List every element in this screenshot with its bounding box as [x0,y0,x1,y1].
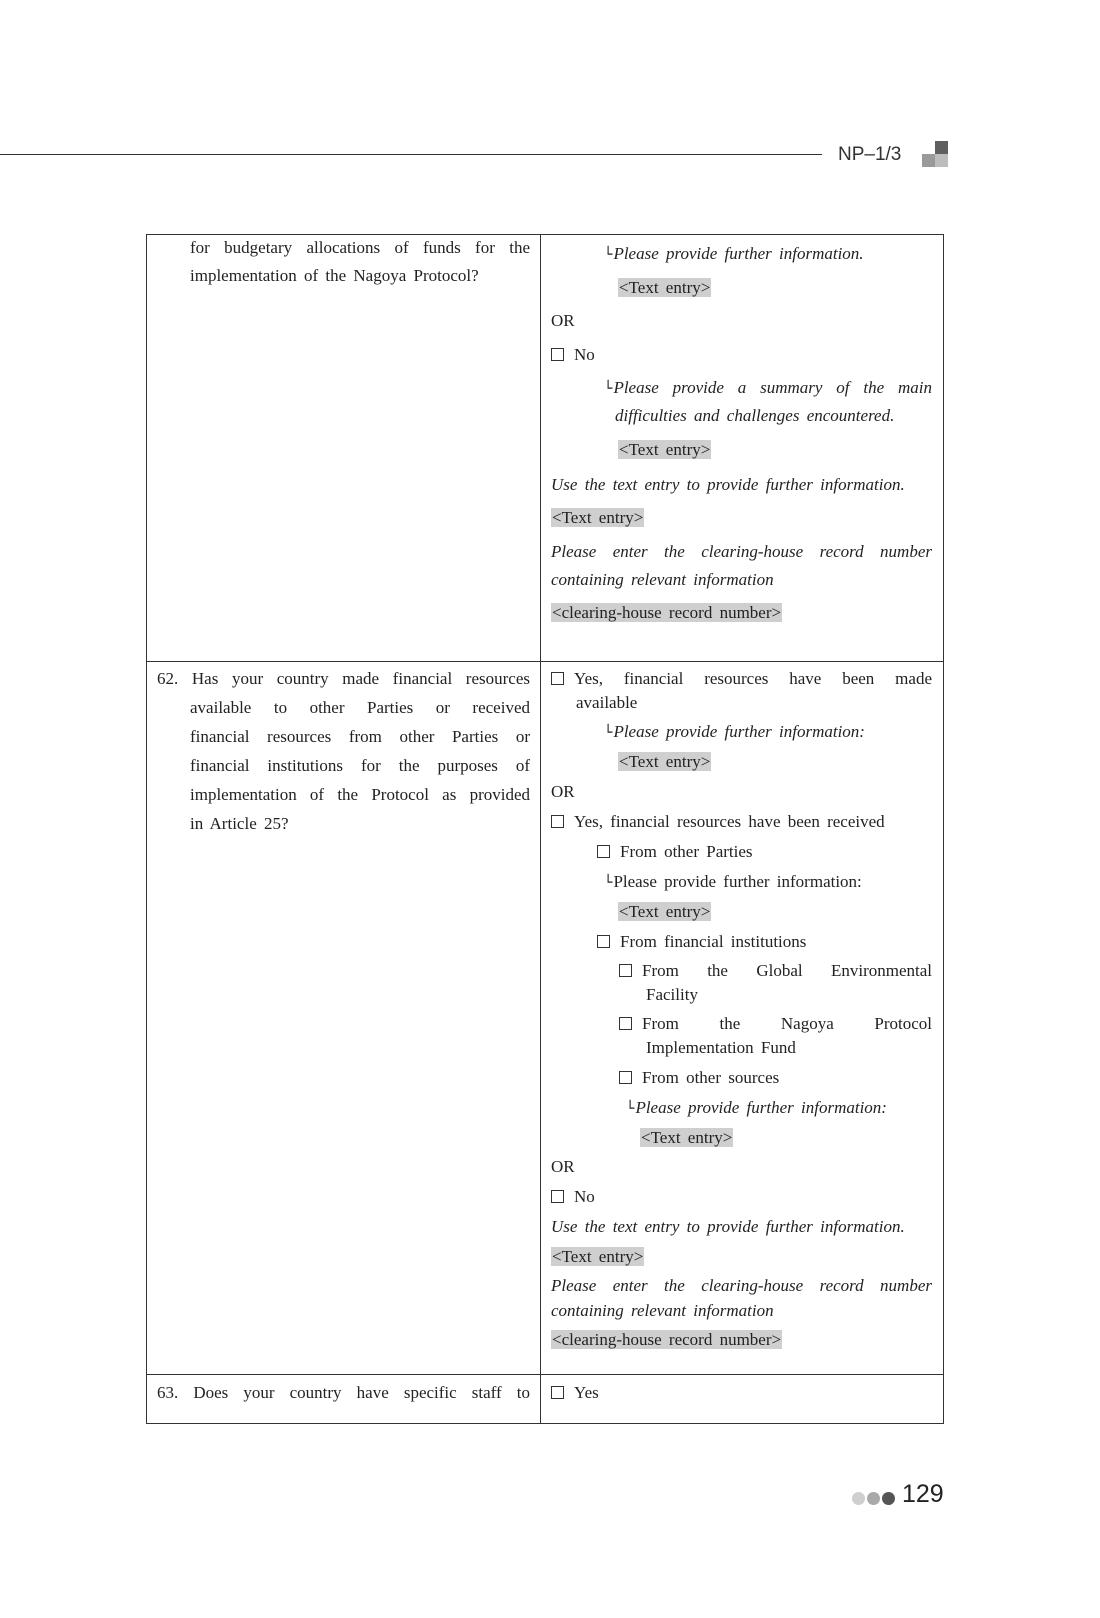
q62-question-line-4: financial institutions for the purposes of [190,756,530,775]
indent-arrow-icon: └ [604,875,613,891]
checkbox-icon[interactable] [551,1190,564,1203]
checkbox-icon[interactable] [551,348,564,361]
q63-question: 63. Does your country have specific staff to [157,1383,530,1402]
indent-arrow-icon: └ [604,247,613,263]
or-label: OR [551,1157,575,1176]
summary-prompt-line-2: difficulties and challenges encountered. [615,406,895,425]
yes-available-line-2: available [576,693,638,712]
further-info-prompt: └Please provide further information: [626,1098,887,1117]
text-entry-field[interactable]: <Text entry> [552,508,644,527]
summary-prompt-line-1: └Please provide a summary of the main [604,378,932,397]
prev-question-line-2: implementation of the Nagoya Protocol? [190,266,479,285]
prev-question-line-1: for budgetary allocations of funds for the [190,238,530,257]
chr-number-field[interactable]: <clearing-house record number> [552,1330,782,1349]
checkbox-icon[interactable] [597,845,610,858]
q62-question-line-1: 62. Has your country made financial resources [157,669,530,688]
checkbox-icon[interactable] [619,1071,632,1084]
further-info-prompt: └Please provide further information. [604,244,864,263]
no-option[interactable]: No [551,1185,595,1209]
checkbox-icon[interactable] [551,1386,564,1399]
text-entry-field[interactable]: <Text entry> [552,1247,644,1266]
column-divider [540,234,541,1424]
from-other-parties-option[interactable]: From other Parties [597,840,753,864]
text-entry-field[interactable]: <Text entry> [641,1128,733,1147]
use-text-entry-prompt: Use the text entry to provide further information. [551,1217,905,1236]
text-entry-field[interactable]: <Text entry> [619,440,711,459]
q63-yes-option[interactable]: Yes [551,1381,599,1405]
indent-arrow-icon: └ [604,381,613,397]
checkbox-icon[interactable] [551,815,564,828]
chr-prompt-line-1: Please enter the clearing-house record number [551,542,932,561]
document-code: NP–1/3 [838,144,902,165]
text-entry-field[interactable]: <Text entry> [619,752,711,771]
use-text-entry-prompt: Use the text entry to provide further information. [551,475,905,494]
q62-question-line-2: available to other Parties or received [190,698,530,717]
page-number: 129 [902,1480,944,1508]
yes-available-option[interactable]: Yes, financial resources have been made [551,667,932,691]
row-divider-63 [146,1374,944,1375]
checkbox-icon[interactable] [619,1017,632,1030]
row-divider-62 [146,661,944,662]
other-sources-option[interactable]: From other sources [619,1066,779,1090]
text-entry-field[interactable]: <Text entry> [619,902,711,921]
chr-prompt-line-2: containing relevant information [551,1301,774,1320]
chr-prompt-line-2: containing relevant information [551,570,774,589]
q62-question-line-5: implementation of the Protocol as provided [190,785,530,804]
yes-received-option[interactable]: Yes, financial resources have been received [551,810,885,834]
header-rule [0,154,822,155]
gef-option[interactable]: From the Global Environmental [619,959,932,983]
checkbox-icon[interactable] [597,935,610,948]
gef-option-line-2: Facility [646,985,698,1004]
checkbox-icon[interactable] [619,964,632,977]
indent-arrow-icon: └ [604,725,613,741]
npif-option[interactable]: From the Nagoya Protocol [619,1012,932,1036]
chr-number-field[interactable]: <clearing-house record number> [552,603,782,622]
further-info-prompt: └Please provide further information: [604,872,862,891]
npif-option-line-2: Implementation Fund [646,1038,796,1057]
header-square-mark [922,141,948,167]
q62-question-line-6: in Article 25? [190,814,289,833]
q62-question-line-3: financial resources from other Parties or [190,727,530,746]
or-label: OR [551,311,575,330]
further-info-prompt: └Please provide further information: [604,722,865,741]
page-dots-icon [852,1492,900,1506]
indent-arrow-icon: └ [626,1101,635,1117]
checkbox-icon[interactable] [551,672,564,685]
chr-prompt-line-1: Please enter the clearing-house record number [551,1276,932,1295]
or-label: OR [551,782,575,801]
text-entry-field[interactable]: <Text entry> [619,278,711,297]
no-option[interactable]: No [551,343,595,367]
from-financial-institutions-option[interactable]: From financial institutions [597,930,806,954]
